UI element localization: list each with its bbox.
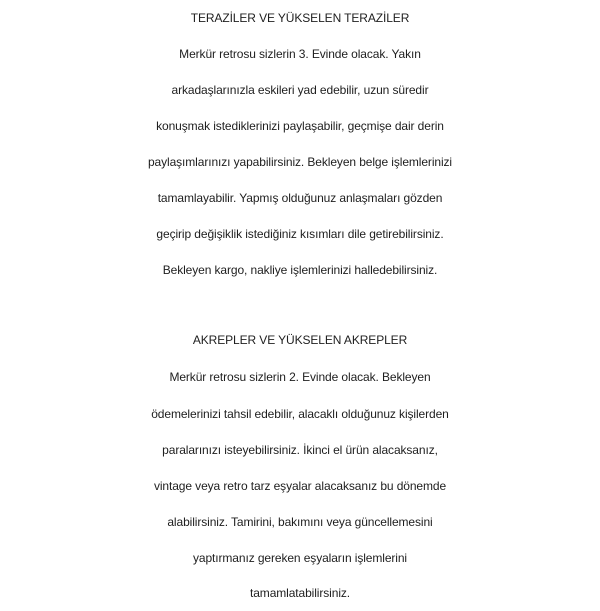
paragraph-line: Bekleyen kargo, nakliye işlemlerinizi halledebilirsiniz. <box>162 263 438 277</box>
paragraph-line: konuşmak istediklerinizi paylaşabilir, geçmişe dair derin <box>156 119 444 133</box>
paragraph-line: tamamlatabilirsiniz. <box>249 586 351 600</box>
paragraph-line: alabilirsiniz. Tamirini, bakımını veya güncellemesini <box>167 515 433 529</box>
section-heading-scorpio: AKREPLER VE YÜKSELEN AKREPLER <box>192 333 408 347</box>
paragraph-line: yaptırmanız gereken eşyaların işlemlerini <box>193 551 407 565</box>
paragraph-line: Merkür retrosu sizlerin 3. Evinde olacak. Yakın <box>179 47 421 61</box>
paragraph-line: Merkür retrosu sizlerin 2. Evinde olacak. Bekleyen <box>169 370 431 384</box>
paragraph-line: paralarınızı isteyebilirsiniz. İkinci el ürün alacaksanız, <box>162 443 438 457</box>
paragraph-line: paylaşımlarınızı yapabilirsiniz. Bekleyen belge işlemlerinizi <box>147 155 453 169</box>
paragraph-line: ödemelerinizi tahsil edebilir, alacaklı olduğunuz kişilerden <box>151 407 449 421</box>
paragraph-line: arkadaşlarınızla eskileri yad edebilir, uzun süredir <box>171 83 429 97</box>
paragraph-line: vintage veya retro tarz eşyalar alacaksanız bu dönemde <box>153 479 447 493</box>
paragraph-line: geçirip değişiklik istediğiniz kısımları dile getirebilirsiniz. <box>156 227 444 241</box>
section-heading-libra: TERAZİLER VE YÜKSELEN TERAZİLER <box>190 11 410 25</box>
paragraph-line: tamamlayabilir. Yapmış olduğunuz anlaşmaları gözden <box>157 191 443 205</box>
